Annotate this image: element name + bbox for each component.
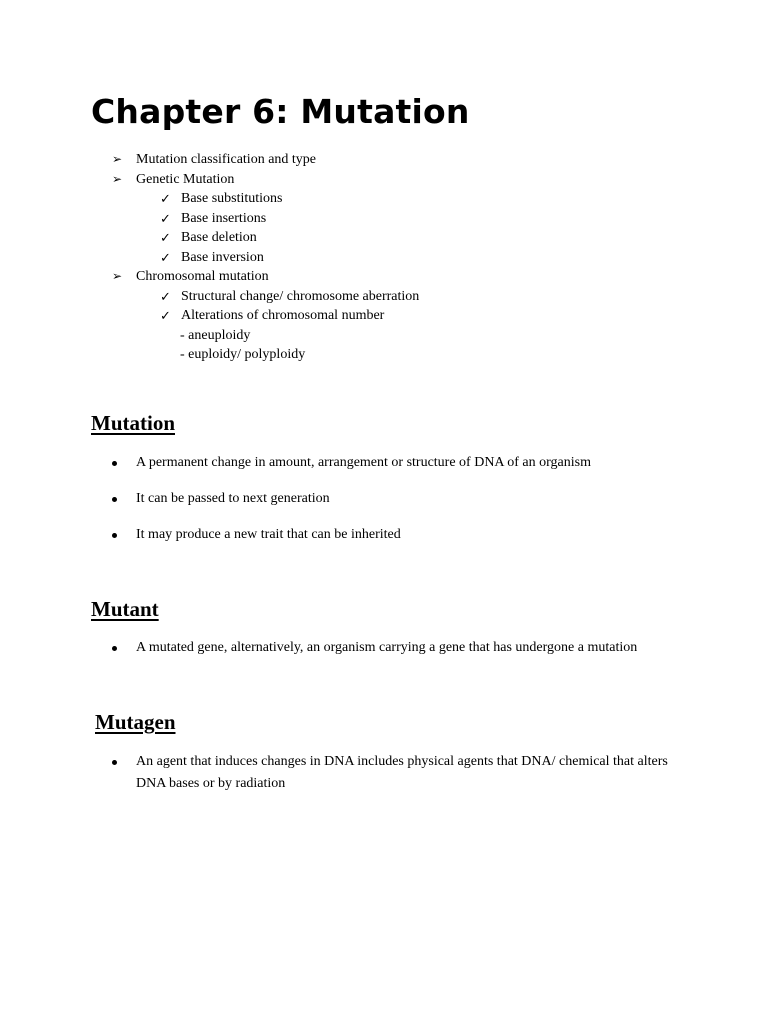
bullet-item xyxy=(0,637,768,659)
outline-item xyxy=(0,248,768,268)
outline-item-text: Base insertions xyxy=(181,210,267,226)
bullet-dot-icon xyxy=(112,646,117,651)
outline-item-text: Base substitutions xyxy=(181,191,283,206)
bullet-text: An agent that induces changes in DNA includes physical agents that DNA/ chemical that alters DNA bases or by radiation xyxy=(136,754,668,791)
outline-item xyxy=(0,345,768,365)
arrow-bullet-icon: ➢ xyxy=(112,171,123,186)
checkmark-icon: ✓ xyxy=(160,191,171,206)
outline-item xyxy=(0,306,768,326)
checkmark-icon: ✓ xyxy=(160,210,171,226)
checkmark-icon: ✓ xyxy=(160,288,171,304)
outline-item-text: Chromosomal mutation xyxy=(136,269,269,284)
outline-item-text: Structural change/ chromosome aberration xyxy=(181,288,420,304)
bullet-text: It may produce a new trait that can be inherited xyxy=(136,527,401,542)
checkmark-icon: ✓ xyxy=(160,308,171,323)
bullet-dot-icon xyxy=(112,461,117,466)
arrow-bullet-icon: ➢ xyxy=(112,152,123,166)
outline-item xyxy=(0,150,768,170)
outline-item xyxy=(0,228,768,248)
outline-item-text: - aneuploidy xyxy=(180,327,251,343)
bullet-dot-icon xyxy=(112,760,117,765)
outline-item-text: Base deletion xyxy=(181,230,257,245)
bullet-text: It can be passed to next generation xyxy=(136,491,330,506)
outline-item xyxy=(0,209,768,229)
bullet-text: A permanent change in amount, arrangement or structure of DNA of an organism xyxy=(136,455,591,470)
arrow-bullet-icon: ➢ xyxy=(112,269,123,283)
bullet-dot-icon xyxy=(112,497,117,502)
outline-item xyxy=(0,170,768,190)
section-heading-mutant: Mutant xyxy=(91,597,159,621)
outline-item xyxy=(0,287,768,307)
outline-item xyxy=(0,267,768,287)
topic-outline xyxy=(0,150,768,365)
outline-item-text: - euploidy/ polyploidy xyxy=(180,347,306,362)
mutagen-bullet-list xyxy=(0,751,768,795)
section-heading-mutation: Mutation xyxy=(91,411,175,435)
checkmark-icon: ✓ xyxy=(160,230,171,245)
bullet-item xyxy=(0,751,768,795)
chapter-title: Chapter 6: Mutation xyxy=(91,92,470,131)
mutation-bullet-list xyxy=(0,452,768,546)
bullet-dot-icon xyxy=(112,533,117,538)
outline-item xyxy=(0,189,768,209)
bullet-item xyxy=(0,488,768,510)
section-heading-mutagen: Mutagen xyxy=(95,710,176,734)
outline-item-text: Genetic Mutation xyxy=(136,171,235,187)
bullet-text: A mutated gene, alternatively, an organism carrying a gene that has undergone a mutation xyxy=(136,640,638,655)
outline-item-text: Base inversion xyxy=(181,249,264,265)
outline-item-text: Mutation classification and type xyxy=(136,152,317,167)
mutant-bullet-list xyxy=(0,637,768,659)
outline-item xyxy=(0,326,768,346)
outline-item-text: Alterations of chromosomal number xyxy=(181,308,385,323)
checkmark-icon: ✓ xyxy=(160,249,171,265)
bullet-item xyxy=(0,452,768,474)
bullet-item xyxy=(0,524,768,546)
